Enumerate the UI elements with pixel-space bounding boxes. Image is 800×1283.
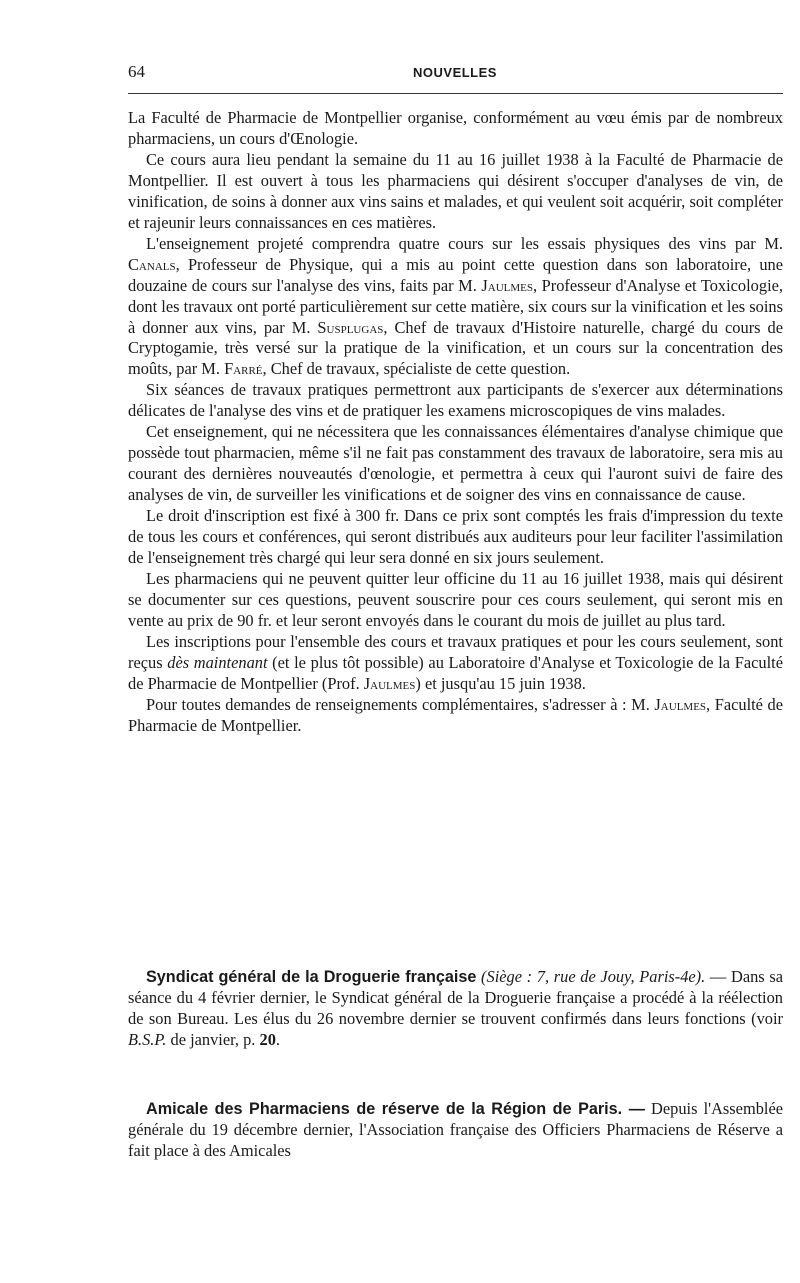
header-rule — [128, 93, 783, 94]
emphasis: dès maintenant — [167, 652, 268, 672]
running-title: NOUVELLES — [413, 65, 497, 80]
paragraph: La Faculté de Pharmacie de Montpellier organise, conformément au vœu émis par de nombreux pharmaciens, un cours d'Œnologie. — [128, 108, 783, 148]
text-run: — Dans sa séance du 4 février dernier, le Syndicat général de la Droguerie française a procédé à la réélection de son Bureau. Les élus du 26 novembre dernier se trouvent confirmés dans leurs fonctions (voir — [128, 967, 783, 1028]
paragraph: Le droit d'inscription est fixé à 300 fr. Dans ce prix sont comptés les frais d'impression du texte de tous les cours et conférences, qui seront distribués aux auditeurs pour leur faciliter l'assimilation de l'enseignement très chargé qui leur sera donné en six jours seulement. — [128, 506, 783, 568]
paragraph — [128, 632, 783, 695]
news-title: Syndicat général de la Droguerie française — [146, 968, 477, 986]
text-run: , Professeur de Physique, qui a mis au point cette question dans son laboratoire, une douzaine de cours sur l'analyse des vins, faits par M. — [128, 254, 783, 295]
publication-ref: B.S.P. — [128, 1029, 167, 1049]
page-header — [128, 62, 782, 86]
text-run: , Professeur d'Analyse et Toxicologie, dont les travaux ont porté particulièrement sur cette matière, six cours sur la vinification et les soins à donner aux vins, par M. — [128, 275, 783, 337]
text-run: . — [275, 1029, 281, 1049]
paragraph: Ce cours aura lieu pendant la semaine du 11 au 16 juillet 1938 à la Faculté de Pharmacie de Montpellier. Il est ouvert à tous les pharmaciens qui désirent s'occuper d'analyses de vin, de vinification, de soins à donner aux vins sains et malades, et qui veulent soit acquérir, soit compléter et rajeunir leurs connaissances en ces matières. — [128, 149, 783, 232]
article-oenologie — [128, 108, 783, 737]
news-item-amicale — [128, 1099, 783, 1162]
paragraph: Cet enseignement, qui ne nécessitera que les connaissances élémentaires d'analyse chimique que possède tout pharmacien, même s'il ne fait pas constamment des travaux de laboratoire, sera mis au courant des dernières nouveautés d'œnologie, et permettra à ceux qui l'auront suivi de faire des analyses de vin, de surveiller les vinifications et de soigner des vins en connaissance de cause. — [128, 422, 783, 505]
person-name: Susplugas — [317, 317, 384, 337]
person-name: Jaulmes — [654, 694, 707, 714]
text-run: ) et jusqu'au 15 juin 1938. — [415, 673, 586, 693]
text-run: Les inscriptions pour l'ensemble des cours et travaux pratiques et pour les cours seulement, sont reçus — [128, 631, 783, 672]
person-name: Jaulmes — [481, 275, 533, 295]
text-run: (et le plus tôt possible) au Laboratoire d'Analyse et Toxicologie de la Faculté de Pharmacie de Montpellier (Prof. — [128, 652, 783, 693]
person-name: Jaulmes — [363, 673, 416, 693]
paragraph — [128, 1099, 783, 1162]
paragraph: Les pharmaciens qui ne peuvent quitter leur officine du 11 au 16 juillet 1938, mais qui désirent se documenter sur ces questions, peuvent souscrire pour ces cours seulement, qui seront mis en vente au prix de 90 fr. et leur seront envoyés dans le courant du mois de juillet au plus tard. — [128, 568, 783, 630]
news-item-syndicat — [128, 967, 783, 1051]
text-run: , Faculté de Pharmacie de Montpellier. — [128, 694, 783, 735]
paragraph — [128, 695, 783, 737]
text-run: L'enseignement projeté comprendra quatre cours sur les essais physiques des vins par M. — [146, 233, 783, 253]
text-run: de janvier, p. — [166, 1029, 260, 1049]
text-run: Depuis l'Assemblée générale du 19 décembre dernier, l'Association française des Officiers Pharmaciens de Réserve a fait place à des Amicales — [128, 1099, 784, 1160]
text-run: , Chef de travaux d'Histoire naturelle, chargé du cours de Cryptogamie, très versé sur la pratique de la vinification, et un cours sur la concentration des moûts, par M. — [128, 317, 783, 379]
text-run: Pour toutes demandes de renseignements complémentaires, s'adresser à : M. — [146, 694, 655, 714]
title-dash: — — [622, 1100, 645, 1118]
paragraph — [128, 234, 783, 381]
person-name: Farré — [224, 359, 263, 379]
text-run: , Chef de travaux, spécialiste de cette question. — [262, 359, 571, 379]
news-siege: (Siège : 7, rue de Jouy, Paris-4e). — [481, 967, 706, 986]
person-name: Canals — [128, 254, 176, 274]
page-reference: 20 — [259, 1029, 276, 1049]
page-number: 64 — [128, 62, 145, 81]
paragraph — [128, 967, 783, 1051]
news-title: Amicale des Pharmaciens de réserve de la Région de Paris. — [146, 1100, 623, 1118]
paragraph: Six séances de travaux pratiques permettront aux participants de s'exercer aux déterminations délicates de l'analyse des vins et de pratiquer les examens microscopiques de vins malades. — [128, 380, 783, 421]
